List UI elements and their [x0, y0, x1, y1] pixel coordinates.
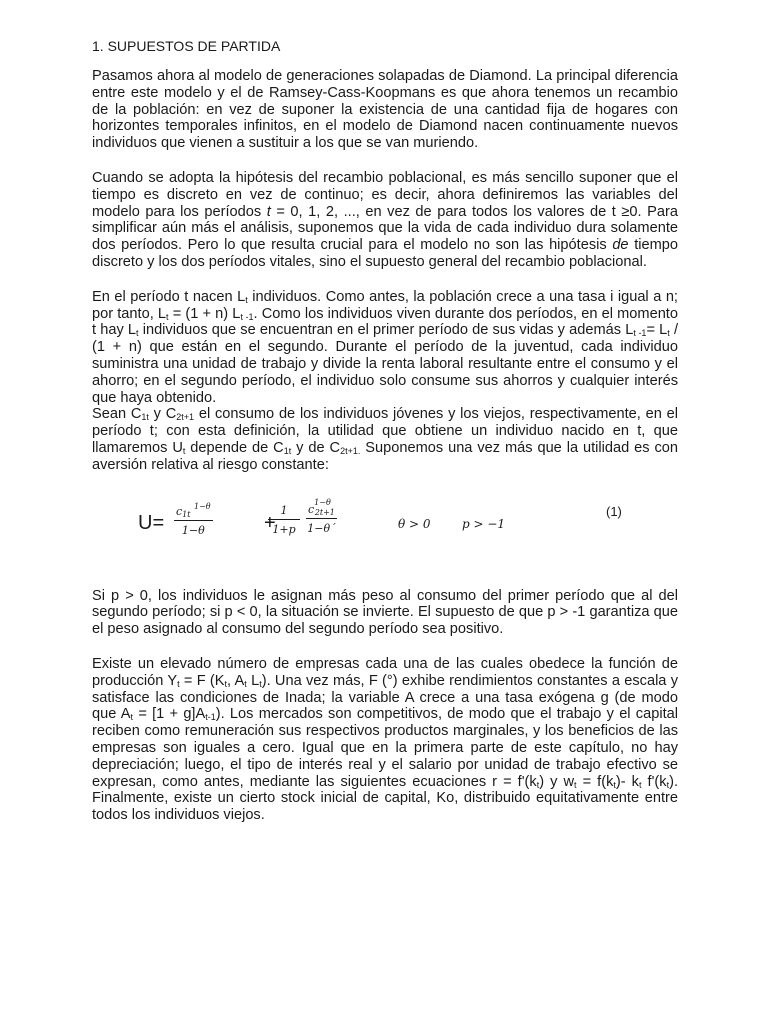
document-page [92, 38, 678, 824]
condition-p: p > −1 [462, 516, 506, 531]
paragraph-3: En el período t nacen $L_t$ individuos. Como antes, la población crece a una tasa i igual a n; por tanto, $L_t = (1 + n)$ $L_{t -1}$. Como los individuos viven durante dos períodos, en el momento t hay $L_t$ individuos que se encuentran en el primer período de sus vidas y además $L_{t -1}= L_t / (1 + n)$ que están en el segundo. Durante el período de la juventud, cada individuo suministra una unidad de trabajo y divide la renta laboral resultante entre el consumo y el ahorro; en el segundo período, el individuo solo consume sus ahorros y cualquier interés que haya obtenido. [92, 288, 678, 406]
fraction-discount: $\frac{1}{1+p}$ [268, 504, 300, 536]
equation-lhs: U= [138, 511, 165, 534]
condition-theta: θ > 0 [398, 516, 431, 531]
equation-number: (1) [606, 503, 622, 519]
paragraph-2: Cuando se adopta la hipótesis del recambio poblacional, es más sencillo suponer que el tiempo es discreto en vez de continuo; es decir, ahora definiremos las variables del modelo para los períodos t = 0, 1, 2, ..., en vez de para todos los valores de t ≥0. Para simplificar aún más el análisis, suponemos que la vida de cada individuo dura solamente dos períodos. Pero lo que resulta crucial para el modelo no son las hipótesis de tiempo discreto y los dos períodos vitales, sino el supuesto general del recambio poblacional. [92, 169, 678, 270]
equation-plus: + [264, 511, 276, 534]
section-heading: 1. SUPUESTOS DE PARTIDA [92, 38, 281, 54]
paragraph-4: Sean $C_{1t}$ y $C_{2t+1}$ el consumo de los individuos jóvenes y los viejos, respectivamente, en el período t; con esta definición, la utilidad que obtiene un individuo nacido en t, que llamaremos $U_t$ depende de $C_{1t}$ y de $C_{2t+1.}$ Suponemos una vez más que la utilidad es con aversión relativa al riesgo constante: [92, 406, 679, 473]
utility-equation [92, 496, 678, 556]
fraction-young-consumption: $\frac{c_{1t} ^{1-\theta}}{1-\theta}$ [176, 501, 211, 537]
paragraph-5: Si p > 0, los individuos le asignan más peso al consumo del primer período que al del segundo período; si p < 0, la situación se invierte. El supuesto de que p > -1 garantiza que el peso asignado al consumo del segundo período sea positivo. [92, 587, 678, 638]
paragraph-6: Existe un elevado número de empresas cada una de las cuales obedece la función de producción $Y_t = F$ ($K_t$, $A_t$ $L_t$). Una vez más, F (°) exhibe rendimientos constantes a escala y satisface las condiciones de Inada; la variable A crece a una tasa exógena g (de modo que $A_t = [1 + g]A_{t-1}$). Los mercados son competitivos, de modo que el trabajo y el capital reciben como remuneración sus respectivos productos marginales, y los beneficios de las empresas son iguales a cero. Igual que en la primera parte de este capítulo, no hay depreciación; luego, el tipo de interés real y el salario por unidad de trabajo efectivo se expresan, como antes, mediante las siguientes ecuaciones $r = f'(k_t)$ y $w_t = f(k_t)-$ $k_t$ $f'(k_t)$. Finalmente, existe un cierto stock inicial de capital, Ko, distribuido equitativamente entre todos los individuos viejos. [92, 655, 678, 824]
fraction-old-consumption: $\frac{c^{1-\theta}_{2t+1}}{1-\theta´}$ [307, 497, 336, 535]
paragraph-1: Pasamos ahora al modelo de generaciones solapadas de Diamond. La principal diferencia entre este modelo y el de Ramsey-Cass-Koopmans es que ahora tenemos un recambio de la población: en vez de suponer la existencia de una cantidad fija de hogares con horizontes temporales infinitos, en el modelo de Diamond nacen continuamente nuevos individuos que vienen a sustituir a los que se van muriendo. [92, 68, 678, 152]
